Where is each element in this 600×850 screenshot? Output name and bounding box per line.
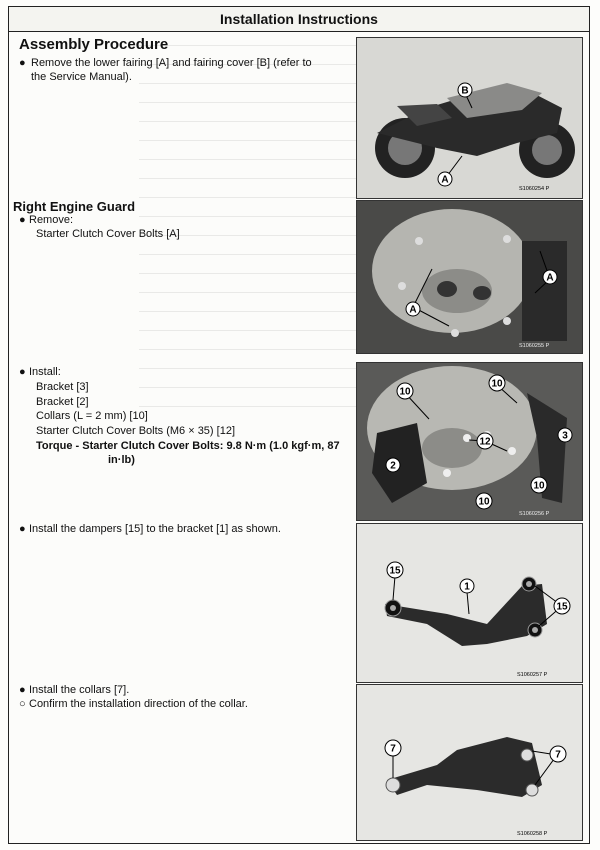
install-item-2: Bracket [2] (36, 396, 89, 408)
manual-page (8, 6, 590, 844)
photo-clutch-cover (356, 200, 583, 354)
callout-10-right: 10 (533, 480, 545, 492)
page-header: Installation Instructions (9, 7, 589, 32)
photo-collars (356, 684, 583, 841)
callout-a-left: A (409, 304, 417, 316)
callout-1: 1 (464, 581, 470, 593)
torque-line-1: Torque - Starter Clutch Cover Bolts: 9.8 N·m (1.0 kgf·m, 87 (36, 440, 340, 452)
assembly-line-1: Remove the lower fairing [A] and fairing cover [B] (refer to (31, 57, 312, 69)
install-item-3: Collars (L = 2 mm) [10] (36, 410, 148, 422)
photo-motorcycle (356, 37, 583, 199)
dampers-text: Install the dampers [15] to the bracket [1] as shown. (29, 523, 281, 535)
photo-code: S1060258 P (517, 831, 548, 837)
confirm-text: Confirm the installation direction of the collar. (29, 698, 248, 710)
callout-12: 12 (479, 436, 491, 448)
photo-code: S1060256 P (519, 511, 550, 517)
remove-item: Starter Clutch Cover Bolts [A] (36, 228, 180, 240)
remove-label: Remove: (29, 214, 74, 226)
callout-a-right: A (546, 272, 554, 284)
install-item-1: Bracket [3] (36, 381, 89, 393)
callout-b: B (461, 85, 469, 97)
confirm-bullet: ○ (19, 698, 26, 710)
install-label: Install: (29, 366, 61, 378)
photo-code: S1060257 P (517, 672, 548, 678)
install-bullet: ● (19, 366, 26, 378)
photo-code: S1060254 P (519, 186, 550, 192)
remove-bullet: ● (19, 214, 26, 226)
collars-bullet: ● (19, 684, 26, 696)
callout-15-left: 15 (389, 565, 401, 577)
callout-10-bottom: 10 (478, 496, 490, 508)
photo-brackets (356, 362, 583, 521)
callout-3: 3 (562, 430, 568, 442)
engine-guard-heading: Right Engine Guard (13, 199, 136, 214)
assembly-bullet: ● (19, 57, 26, 69)
callout-7-right: 7 (555, 749, 561, 761)
photo-code: S1060255 P (519, 343, 550, 349)
callout-a: A (441, 174, 449, 186)
callout-15-right: 15 (556, 601, 568, 613)
dampers-bullet: ● (19, 523, 26, 535)
callout-2: 2 (390, 460, 396, 472)
collars-text: Install the collars [7]. (29, 684, 130, 696)
assembly-line-2: the Service Manual). (31, 71, 132, 83)
install-item-4: Starter Clutch Cover Bolts (M6 × 35) [12] (36, 425, 235, 437)
callout-10-top-right: 10 (491, 378, 503, 390)
photo-dampers (356, 523, 583, 683)
torque-line-2: in·lb) (108, 454, 135, 466)
background-bleed-through (139, 27, 379, 427)
callout-10-top-left: 10 (399, 386, 411, 398)
assembly-heading: Assembly Procedure (19, 36, 169, 53)
callout-7-left: 7 (390, 743, 396, 755)
